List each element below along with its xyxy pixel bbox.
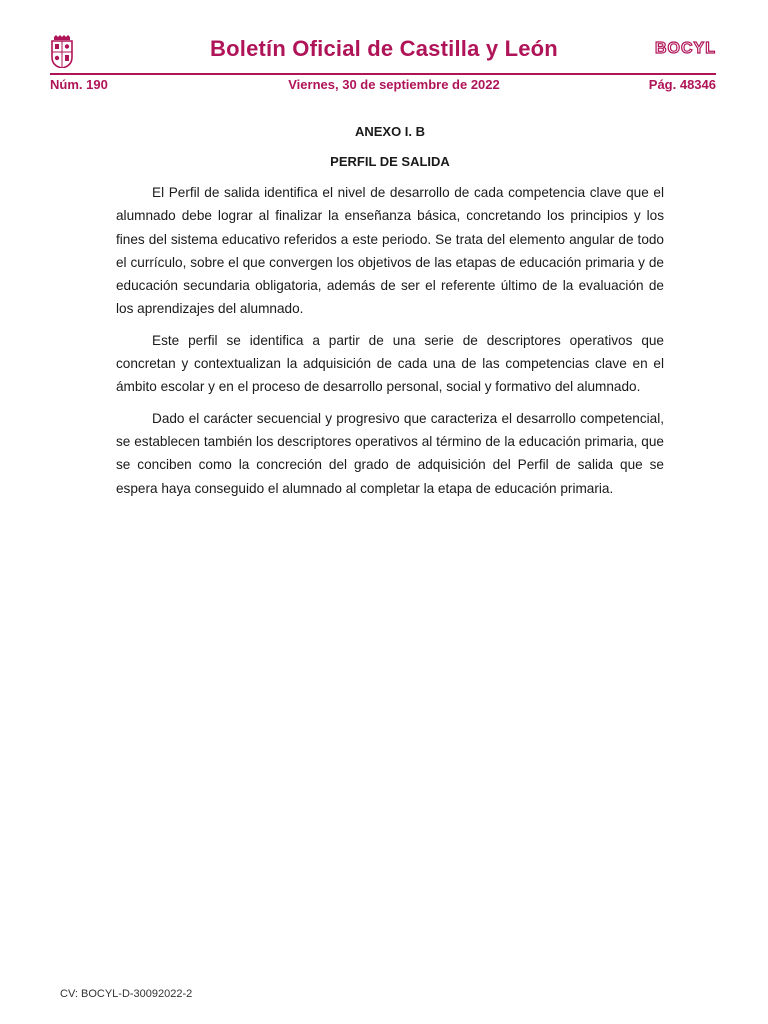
issue-date: Viernes, 30 de septiembre de 2022 [288, 77, 500, 92]
section-title: PERFIL DE SALIDA [330, 154, 450, 169]
paragraph: El Perfil de salida identifica el nivel de desarrollo de cada competencia clave que el alumnado debe lograr al finalizar la enseñanza básica, concretando los principios y los fines del sistema educativo referidos a este periodo. Se trata del elemento angular de todo el currículo, sobre el que convergen los objetivos de las etapas de educación primaria y de educación secundaria obligatoria, además de ser el referente último de la evaluación de los aprendizajes del alumnado. [116, 185, 664, 317]
annex-title: ANEXO I. B [354, 124, 426, 139]
paragraph: Dado el carácter secuencial y progresivo que caracteriza el desarrollo competencial, se establecen también los descriptores operativos al término de la educación primaria, que se conciben como la concreción del grado de adquisición del Perfil de salida que se espera haya conseguido el alumnado al completar la etapa de educación primaria. [116, 410, 664, 496]
document-body [116, 181, 664, 510]
bulletin-title: Boletín Oficial de Castilla y León [210, 36, 558, 61]
issue-number: Núm. 190 [50, 77, 108, 92]
paragraph: Este perfil se identifica a partir de una serie de descriptores operativos que concretan y contextualizan la adquisición de cada una de las competencias clave en el ámbito escolar y en el proceso de desarrollo personal, social y formativo del alumnado. [116, 332, 664, 395]
page-number: Pág. 48346 [648, 77, 716, 92]
bocyl-logo: BOCYL [655, 40, 716, 57]
verification-code: CV: BOCYL-D-30092022-2 [60, 988, 193, 1000]
header-rule [50, 73, 716, 75]
